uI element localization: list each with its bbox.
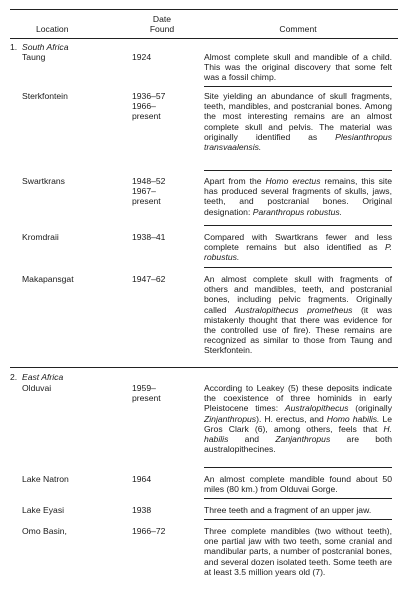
header-date — [132, 14, 192, 34]
row-location: Olduvai — [22, 383, 52, 393]
group-region: East Africa — [22, 372, 64, 382]
header-location: Location — [36, 24, 69, 34]
row-location: Makapansgat — [22, 274, 74, 284]
row-date — [132, 383, 192, 403]
group-number: 2. — [10, 372, 18, 382]
header-bottom-rule — [10, 38, 398, 39]
row-date-line: 1947–62 — [132, 274, 166, 284]
row-divider — [204, 519, 392, 520]
row-date — [132, 52, 192, 62]
row-divider — [204, 467, 392, 468]
row-divider — [204, 86, 392, 87]
group-region: South Africa — [22, 42, 69, 52]
row-comment: Almost complete skull and mandible of a child. This was the original discovery that some felt was a fossil chimp. — [204, 52, 392, 83]
table-top-rule — [10, 9, 398, 10]
row-date — [132, 91, 192, 122]
row-date — [132, 526, 192, 536]
row-date — [132, 232, 192, 242]
group-heading-south-africa — [10, 42, 128, 52]
section-divider — [10, 367, 398, 368]
row-comment: An almost complete skull with fragments of others and mandibles, teeth, and postcranial bones, including pelvic fragments. Originally called Australopithecus prometheus (it was mistakenly thought that there was evidence for the controlled use of fire). These remains are recognized as similar to those from Taung and Sterkfontein. — [204, 274, 392, 356]
row-comment: Apart from the Homo erectus remains, this site has produced several fragments of skulls, jaws, teeth, and postcranial bones. Original designation: Paranthropus robustus. — [204, 176, 392, 217]
row-divider — [204, 170, 392, 171]
row-comment: Compared with Swartkrans fewer and less complete remains but also identified as P. robustus. — [204, 232, 392, 263]
row-date-line: 1967– — [132, 186, 156, 197]
row-date-line: present — [132, 393, 161, 404]
row-date-line: 1964 — [132, 474, 152, 484]
row-date-line: 1936–57 — [132, 91, 166, 101]
row-date-line: 1966–72 — [132, 526, 166, 536]
row-date-line: 1924 — [132, 52, 152, 62]
row-date-line: present — [132, 111, 161, 122]
row-location: Lake Eyasi — [22, 505, 65, 515]
row-comment: Three teeth and a fragment of an upper jaw. — [204, 505, 372, 515]
row-date — [132, 474, 192, 484]
header-comment: Comment — [279, 24, 317, 34]
row-divider — [204, 267, 392, 268]
header-date-line1: Date — [152, 14, 172, 24]
row-comment: According to Leakey (5) these deposits indicate the coexistence of three hominids in early Pleistocene times: Australopithecus (originally Zinjanthropus). H. erectus, and Homo habilis. Le Gros Clark (6), among others, feels that H. habilis and Zanjanthropus are both australopithecines. — [204, 383, 393, 455]
row-date — [132, 505, 192, 515]
row-date-line: 1938–41 — [132, 232, 166, 242]
row-location: Sterkfontein — [22, 91, 68, 101]
row-date — [132, 176, 192, 207]
row-date-line: 1959– — [132, 383, 156, 393]
header-date-line2: Found — [149, 24, 175, 34]
row-date — [132, 274, 192, 284]
row-divider — [204, 498, 392, 499]
row-location: Kromdraii — [22, 232, 59, 242]
group-heading-east-africa — [10, 372, 128, 382]
row-date-line: 1938 — [132, 505, 152, 515]
row-date-line: present — [132, 196, 161, 207]
row-date-line: 1966– — [132, 101, 156, 112]
row-location: Swartkrans — [22, 176, 65, 186]
row-comment: Three complete mandibles (two without teeth), one partial jaw with two teeth, some cranial and mandibular parts, a number of postcranial bones, and several dozen isolated teeth. Some teeth are at least 3.5 million years old (7). — [204, 526, 392, 577]
row-location: Omo Basin, — [22, 526, 67, 536]
group-number: 1. — [10, 42, 18, 52]
row-location: Taung — [22, 52, 46, 62]
row-divider — [204, 225, 392, 226]
row-comment: An almost complete mandible found about 50 miles (80 km.) from Olduvai Gorge. — [204, 474, 392, 495]
row-date-line: 1948–52 — [132, 176, 166, 186]
row-location: Lake Natron — [22, 474, 69, 484]
row-comment: Site yielding an abundance of skull fragments, teeth, mandibles, and postcranial bones. Among the most interesting remains are an almost complete skull and pelvis. The material was originally identified as Plesianthropus transvaalensis. — [204, 91, 392, 153]
